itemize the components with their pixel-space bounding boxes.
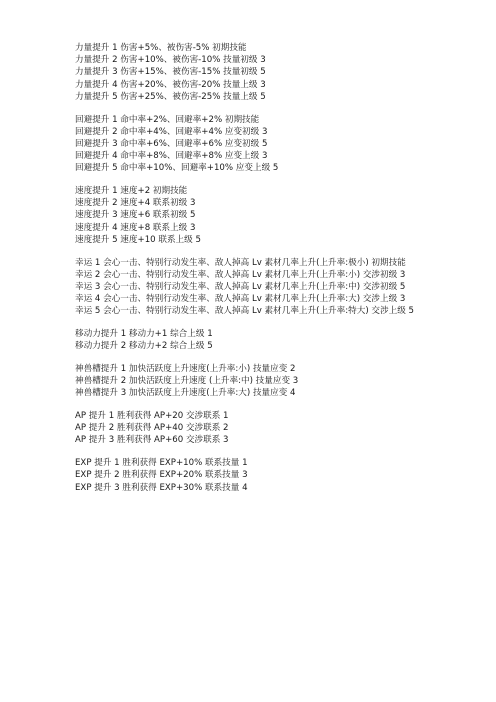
text-line: 速度提升 4 速度+8 联系上级 3 [75, 222, 196, 233]
text-line: 移动力提升 1 移动力+1 综合上级 1 [75, 329, 213, 340]
text-line: 力量提升 2 伤害+10%、被伤害-10% 技量初级 3 [75, 55, 266, 66]
speed-skill-group [75, 185, 430, 246]
text-line: 回避提升 4 命中率+8%、回避率+8% 应变上级 3 [75, 151, 268, 162]
text-line: AP 提升 3 胜利获得 AP+60 交涉联系 3 [75, 435, 229, 446]
text-line: 力量提升 4 伤害+20%、被伤害-20% 技量上级 3 [75, 79, 266, 90]
text-line: 幸运 5 会心一击、特别行动发生率、敌人掉高 Lv 素材几率上升(上升率:特大) 交涉上级 5 [75, 306, 414, 317]
text-line: 移动力提升 2 移动力+2 综合上级 5 [75, 341, 213, 352]
text-line: 神兽槽提升 3 加快活跃度上升速度(上升率:大) 技量应变 4 [75, 388, 296, 399]
evasion-skill-group [75, 114, 430, 175]
text-line: 速度提升 2 速度+4 联系初级 3 [75, 198, 196, 209]
movement-skill-group [75, 328, 430, 352]
text-line: 回避提升 3 命中率+6%、回避率+6% 应变初级 5 [75, 138, 268, 149]
text-line: 神兽槽提升 2 加快活跃度上升速度 (上升率:中) 技量应变 3 [75, 376, 299, 387]
text-line: 速度提升 5 速度+10 联系上级 5 [75, 234, 201, 245]
ap-skill-group [75, 410, 430, 447]
text-line: 回避提升 5 命中率+10%、回避率+10% 应变上级 5 [75, 163, 279, 174]
text-line: 回避提升 2 命中率+4%、回避率+4% 应变初级 3 [75, 126, 268, 137]
beast-gauge-skill-group [75, 363, 430, 400]
text-line: 幸运 4 会心一击、特别行动发生率、敌人掉高 Lv 素材几率上升(上升率:大) 交涉上级 3 [75, 294, 406, 305]
text-line: AP 提升 1 胜利获得 AP+20 交涉联系 1 [75, 411, 229, 422]
luck-skill-group [75, 257, 430, 318]
text-line: EXP 提升 2 胜利获得 EXP+20% 联系技量 3 [75, 470, 248, 481]
text-line: 力量提升 5 伤害+25%、被伤害-25% 技量上级 5 [75, 91, 266, 102]
text-line: 幸运 3 会心一击、特别行动发生率、敌人掉高 Lv 素材几率上升(上升率:中) 交涉初级 5 [75, 281, 406, 292]
text-line: 力量提升 1 伤害+5%、被伤害-5% 初期技能 [75, 43, 247, 53]
text-line: AP 提升 2 胜利获得 AP+40 交涉联系 2 [75, 423, 229, 434]
text-line: 神兽槽提升 1 加快活跃度上升速度(上升率:小) 技量应变 2 [75, 363, 296, 374]
text-line: 幸运 2 会心一击、特别行动发生率、敌人掉高 Lv 素材几率上升(上升率:小) 交涉初级 3 [75, 269, 406, 280]
text-line: 幸运 1 会心一击、特别行动发生率、敌人掉高 Lv 素材几率上升(上升率:极小) 初期技能 [75, 257, 406, 268]
text-line: 力量提升 3 伤害+15%、被伤害-15% 技量初级 5 [75, 67, 266, 78]
text-line: 速度提升 1 速度+2 初期技能 [75, 186, 188, 197]
strength-skill-group [75, 42, 430, 103]
text-line: EXP 提升 1 胜利获得 EXP+10% 联系技量 1 [75, 458, 248, 469]
text-line: 速度提升 3 速度+6 联系初级 5 [75, 210, 196, 221]
text-line: EXP 提升 3 胜利获得 EXP+30% 联系技量 4 [75, 482, 248, 493]
text-line: 回避提升 1 命中率+2%、回避率+2% 初期技能 [75, 114, 260, 125]
document-body [75, 42, 430, 504]
exp-skill-group [75, 457, 430, 494]
